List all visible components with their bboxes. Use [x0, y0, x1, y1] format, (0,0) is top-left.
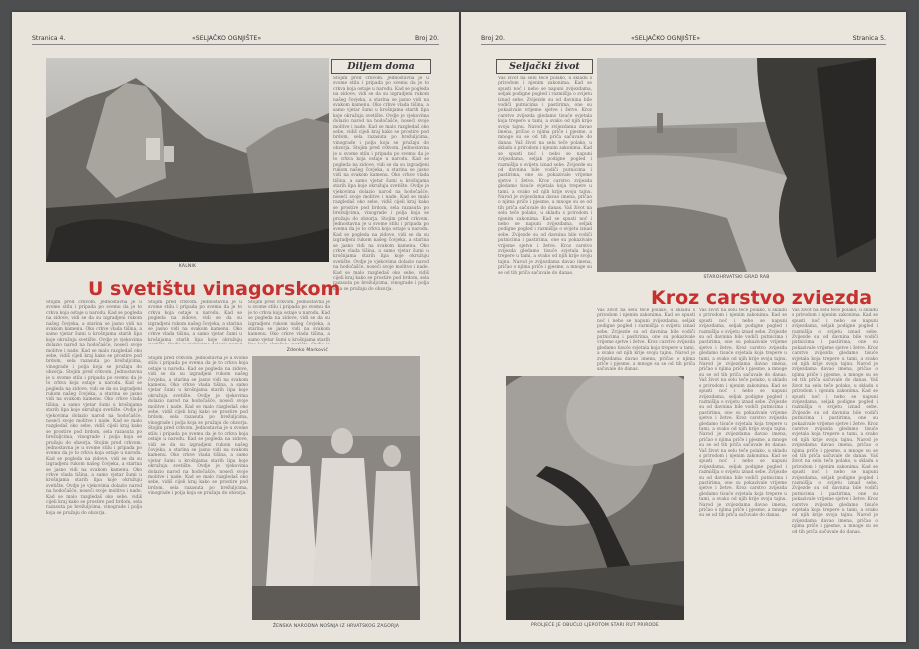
seljacki-zivot-text-cont: Vaš život na selu teče polako, u skladu s prirodom i njenim zakonima. Kad se spusti noć i nebo se napuni zvijezdama, seljak podigne pogled i razmišlja o svijetu iznad sebe. Zvijezde su od davnina bile vodiči putnicima i pastirima, one su pokazivale vrijeme sjetve i žetve. Kroz carstvo zvijezda gledamo tisuće svjetala koja trepere u tami, a svako od njih krije svoju tajnu. Narod je zvijezdama davao imena, pričao o njima priče i pjesme, a mnoge su se od tih priča sačuvale do danas.: [498, 140, 592, 211]
article-text-1c: Stojim pred crkvom. Jednostavna je u svome stilu i pripada po svemu da je to crkva koja ostaje u narodu. Kad se pogleda na zidove, vidi se da su izgradjeni rukom našeg čovjeka, a starina se jasno vidi na svakom kamenu. Oko crkve vlada tišina, a samo vjetar šumi u krošnjama starih lipa koje okružuju svetište. Ovdje je vjekovima dolazio narod na hodočašće, noseći svoje molitve i nade. Kad se malo razgledaš oko sebe, vidiš cijeli kraj kako se prostire pod brdom, sela razasuta po brežuljcima, vinograde i polja koja se pružaju do obzorja.: [46, 440, 142, 516]
spring-tree-caption: PROLJEĆE JE OBUČLO LJEPOTOM STARI RUT PRIRODE: [531, 623, 659, 628]
issue-number: Broj 20.: [415, 35, 439, 42]
paper-title: «SELJAČKO OGNJIŠTE»: [631, 35, 701, 42]
folk-costume-image: [252, 356, 420, 620]
article-column-1: [46, 300, 142, 630]
seljacki-zivot-text: Vaš život na selu teče polako, u skladu s prirodom i njenim zakonima. Kad se spusti noć i nebo se napuni zvijezdama, seljak podigne pogled i razmišlja o svijetu iznad sebe. Zvijezde su od davnina bile vodiči putnicima i pastirima, one su pokazivale vrijeme sjetve i žetve. Kroz carstvo zvijezda gledamo tisuće svjetala koja trepere u tami, a svako od njih krije svoju tajnu. Narod je zvijezdama davao imena, pričao o njima priče i pjesme, a mnoge su se od tih priča sačuvale do danas.: [498, 76, 592, 146]
article-text-3: Vaš život na selu teče polako, u skladu s prirodom i njenim zakonima. Kad se spusti noć i nebo se napuni zvijezdama, seljak podigne pogled i razmišlja o svijetu iznad sebe. Zvijezde su od davnina bile vodiči putnicima i pastirima, one su pokazivale vrijeme sjetve i žetve. Kroz carstvo zvijezda gledamo tisuće svjetala koja trepere u tami, a svako od njih krije svoju tajnu. Narod je zvijezdama davao imena, pričao o njima priče i pjesme, a mnoge su se od tih priča sačuvale do danas.: [699, 308, 787, 378]
diljem-doma-title: Diljem doma: [331, 59, 431, 74]
article-text-4c: Vaš život na selu teče polako, u skladu s prirodom i njenim zakonima. Kad se spusti noć i nebo se napuni zvijezdama, seljak podigne pogled i razmišlja o svijetu iznad sebe. Zvijezde su od davnina bile vodiči putnicima i pastirima, one su pokazivale vrijeme sjetve i žetve. Kroz carstvo zvijezda gledamo tisuće svjetala koja trepere u tami, a svako od njih krije svoju tajnu. Narod je zvijezdama davao imena, pričao o njima priče i pjesme, a mnoge su se od tih priča sačuvale do danas.: [792, 453, 878, 535]
article-text-2: Vaš život na selu teče polako, u skladu s prirodom i njenim zakonima. Kad se spusti noć i nebo se napuni zvijezdama, seljak podigne pogled i razmišlja o svijetu iznad sebe. Zvijezde su od davnina bile vodiči putnicima i pastirima, one su pokazivale vrijeme sjetve i žetve. Kroz carstvo zvijezda gledamo tisuće svjetala koja trepere u tami, a svako od njih krije svoju tajnu. Narod je zvijezdama davao imena, pričao o njima priče i pjesme, a mnoge su se od tih priča sačuvale do danas.: [597, 308, 695, 373]
seljacki-zivot-column: [498, 76, 592, 376]
article-headline: Kroz carstvo zviezda: [651, 287, 873, 309]
folk-costume-photo: [252, 356, 420, 620]
article-column-4: [148, 356, 248, 630]
article-text-3: Stojim pred crkvom. Jednostavna je u svome stilu i pripada po svemu da je to crkva koja ostaje u narodu. Kad se pogleda na zidove, vidi se da su izgradjeni rukom našeg čovjeka, a starina se jasno vidi na svakom kamenu. Oko crkve vlada tišina, a samo vjetar šumi u krošnjama starih: [248, 300, 330, 343]
spring-tree-photo: [506, 376, 684, 620]
kalnik-landscape-image: [46, 58, 329, 262]
page-number: Stranica 5.: [852, 35, 886, 42]
right-page: [461, 12, 906, 642]
diljem-doma-text-cont2: Stojim pred crkvom. Jednostavna je u svome stilu i pripada po svemu da je to crkva koja ostaje u narodu. Kad se pogleda na zidove, vidi se da su izgradjeni rukom našeg čovjeka, a starina se jasno vidi na svakom kamenu. Oko crkve vlada tišina, a samo vjetar šumi u krošnjama starih lipa koje okružuju svetište. Ovdje je vjekovima dolazio narod na hodočašće, noseći svoje molitve i nade. Kad se malo razgledaš oko sebe, vidiš cijeli kraj kako se prostire pod brdom, sela razasuta po brežuljcima, vinograde i polja koja se pružaju do obzorja.: [333, 216, 429, 292]
article-text-4b: Stojim pred crkvom. Jednostavna je u svome stilu i pripada po svemu da je to crkva koja ostaje u narodu. Kad se pogleda na zidove, vidi se da su izgradjeni rukom našeg čovjeka, a starina se jasno vidi na svakom kamenu. Oko crkve vlada tišina, a samo vjetar šumi u krošnjama starih lipa koje okružuju svetište. Ovdje je vjekovima dolazio narod na hodočašće, noseći svoje molitve i nade. Kad se malo razgledaš oko sebe, vidiš cijeli kraj kako se prostire pod brdom, sela razasuta po brežuljcima, vinograde i polja koja se pružaju do obzorja.: [148, 426, 248, 497]
article-text-1: Stojim pred crkvom. Jednostavna je u svome stilu i pripada po svemu da je to crkva koja ostaje u narodu. Kad se pogleda na zidove, vidi se da su izgradjeni rukom našeg čovjeka, a starina se jasno vidi na svakom kamenu. Oko crkve vlada tišina, a samo vjetar šumi u krošnjama starih lipa koje okružuju svetište. Ovdje je vjekovima dolazio narod na hodočašće, noseći svoje molitve i nade. Kad se malo razgledaš oko sebe, vidiš cijeli kraj kako se prostire pod brdom, sela razasuta po brežuljcima, vinograde i polja koja se pružaju do obzorja.: [46, 300, 142, 376]
article-text-2: Stojim pred crkvom. Jednostavna je u svome stilu i pripada po svemu da je to crkva koja ostaje u narodu. Kad se pogleda na zidove, vidi se da su izgradjeni rukom našeg čovjeka, a starina se jasno vidi na svakom kamenu. Oko crkve vlada tišina, a samo vjetar šumi u krošnjama starih lipa koje okružuju: [148, 300, 242, 343]
article-text-4b: Vaš život na selu teče polako, u skladu s prirodom i njenim zakonima. Kad se spusti noć i nebo se napuni zvijezdama, seljak podigne pogled i razmišlja o svijetu iznad sebe. Zvijezde su od davnina bile vodiči putnicima i pastirima, one su pokazivale vrijeme sjetve i žetve. Kroz carstvo zvijezda gledamo tisuće svjetala koja trepere u tami, a svako od njih krije svoju tajnu. Narod je zvijezdama davao imena, pričao o njima priče i pjesme, a mnoge su se od tih priča sačuvale do danas.: [792, 378, 878, 459]
article-text-4: Stojim pred crkvom. Jednostavna je u svome stilu i pripada po svemu da je to crkva koja ostaje u narodu. Kad se pogleda na zidove, vidi se da su izgradjeni rukom našeg čovjeka, a starina se jasno vidi na svakom kamenu. Oko crkve vlada tišina, a samo vjetar šumi u krošnjama starih lipa koje okružuju svetište. Ovdje je vjekovima dolazio narod na hodočašće, noseći svoje molitve i nade. Kad se malo razgledaš oko sebe, vidiš cijeli kraj kako se prostire pod brdom, sela razasuta po brežuljcima, vinograde i polja koja se pružaju do obzorja.: [148, 356, 248, 426]
diljem-doma-column: [333, 76, 429, 376]
diljem-doma-text: Stojim pred crkvom. Jednostavna je u svome stilu i pripada po svemu da je to crkva koja ostaje u narodu. Kad se pogleda na zidove, vidi se da su izgradjeni rukom našeg čovjeka, a starina se jasno vidi na svakom kamenu. Oko crkve vlada tišina, a samo vjetar šumi u krošnjama starih lipa koje okružuju svetište. Ovdje je vjekovima dolazio narod na hodočašće, noseći svoje molitve i nade. Kad se malo razgledaš oko sebe, vidiš cijeli kraj kako se prostire pod brdom, sela razasuta po brežuljcima, vinograde i polja koja se pružaju do obzorja.: [333, 76, 429, 152]
article-text-4: Vaš život na selu teče polako, u skladu s prirodom i njenim zakonima. Kad se spusti noć i nebo se napuni zvijezdama, seljak podigne pogled i razmišlja o svijetu iznad sebe. Zvijezde su od davnina bile vodiči putnicima i pastirima, one su pokazivale vrijeme sjetve i žetve. Kroz carstvo zvijezda gledamo tisuće svjetala koja trepere u tami, a svako od njih krije svoju tajnu. Narod je zvijezdama davao imena, pričao o njima priče i pjesme, a mnoge su se od tih priča sačuvale do danas.: [792, 308, 878, 384]
article-column-2: [597, 308, 695, 374]
right-page-header: [481, 32, 886, 45]
kalnik-photo: [46, 58, 329, 262]
article-text-1b: Stojim pred crkvom. Jednostavna je u svome stilu i pripada po svemu da je to crkva koja ostaje u narodu. Kad se pogleda na zidove, vidi se da su izgradjeni rukom našeg čovjeka, a starina se jasno vidi na svakom kamenu. Oko crkve vlada tišina, a samo vjetar šumi u krošnjama starih lipa koje okružuju svetište. Ovdje je vjekovima dolazio narod na hodočašće, noseći svoje molitve i nade. Kad se malo razgledaš oko sebe, vidiš cijeli kraj kako se prostire pod brdom, sela razasuta po brežuljcima, vinograde i polja koja se pružaju do obzorja.: [46, 370, 142, 446]
page-number: Stranica 4.: [32, 35, 66, 42]
seljacki-zivot-text-cont2: Vaš život na selu teče polako, u skladu s prirodom i njenim zakonima. Kad se spusti noć i nebo se napuni zvijezdama, seljak podigne pogled i razmišlja o svijetu iznad sebe. Zvijezde su od davnina bile vodiči putnicima i pastirima, one su pokazivale vrijeme sjetve i žetve. Kroz carstvo zvijezda gledamo tisuće svjetala koja trepere u tami, a svako od njih krije svoju tajnu. Narod je zvijezdama davao imena, pričao o njima priče i pjesme, a mnoge su se od tih priča sačuvale do danas.: [498, 205, 592, 276]
article-column-3: [699, 308, 787, 638]
left-page-header: [32, 32, 439, 45]
diljem-doma-text-cont: Stojim pred crkvom. Jednostavna je u svome stilu i pripada po svemu da je to crkva koja ostaje u narodu. Kad se pogleda na zidove, vidi se da su izgradjeni rukom našeg čovjeka, a starina se jasno vidi na svakom kamenu. Oko crkve vlada tišina, a samo vjetar šumi u krošnjama starih lipa koje okružuju svetište. Ovdje je vjekovima dolazio narod na hodočašće, noseći svoje molitve i nade. Kad se malo razgledaš oko sebe, vidiš cijeli kraj kako se prostire pod brdom, sela razasuta po brežuljcima, vinograde i polja koja se pružaju do obzorja.: [333, 146, 429, 222]
seljacki-zivot-title: Seljački život: [496, 59, 593, 74]
article-headline: U svetištu vinagorskom: [88, 278, 341, 300]
paper-title: «SELJAČKO OGNJIŠTE»: [192, 35, 262, 42]
article-column-4: [792, 308, 878, 638]
left-page: [12, 12, 459, 642]
rab-landscape-image: [597, 58, 876, 272]
issue-number: Broj 20.: [481, 35, 505, 42]
rab-photo: [597, 58, 876, 272]
author-name: Zdenko Marković: [286, 348, 328, 353]
article-text-3b: Vaš život na selu teče polako, u skladu s prirodom i njenim zakonima. Kad se spusti noć i nebo se napuni zvijezdama, seljak podigne pogled i razmišlja o svijetu iznad sebe. Zvijezde su od davnina bile vodiči putnicima i pastirima, one su pokazivale vrijeme sjetve i žetve. Kroz carstvo zvijezda gledamo tisuće svjetala koja trepere u tami, a svako od njih krije svoju tajnu. Narod je zvijezdama davao imena, pričao o njima priče i pjesme, a mnoge su se od tih priča sačuvale do danas.: [699, 378, 787, 449]
rab-caption: STAROHRVATSKI GRAD RAB: [703, 275, 770, 280]
kalnik-caption: KALNIK: [178, 264, 197, 269]
article-column-3: [248, 300, 330, 344]
folk-costume-caption: ŽENSKA NARODNA NOŠNJA IZ HRVATSKOG ZAGORJA: [272, 624, 400, 629]
spring-tree-image: [506, 376, 684, 620]
article-text-3c: Vaš život na selu teče polako, u skladu s prirodom i njenim zakonima. Kad se spusti noć i nebo se napuni zvijezdama, seljak podigne pogled i razmišlja o svijetu iznad sebe. Zvijezde su od davnina bile vodiči putnicima i pastirima, one su pokazivale vrijeme sjetve i žetve. Kroz carstvo zvijezda gledamo tisuće svjetala koja trepere u tami, a svako od njih krije svoju tajnu. Narod je zvijezdama davao imena, pričao o njima priče i pjesme, a mnoge su se od tih priča sačuvale do danas.: [699, 448, 787, 519]
article-column-2: [148, 300, 242, 344]
